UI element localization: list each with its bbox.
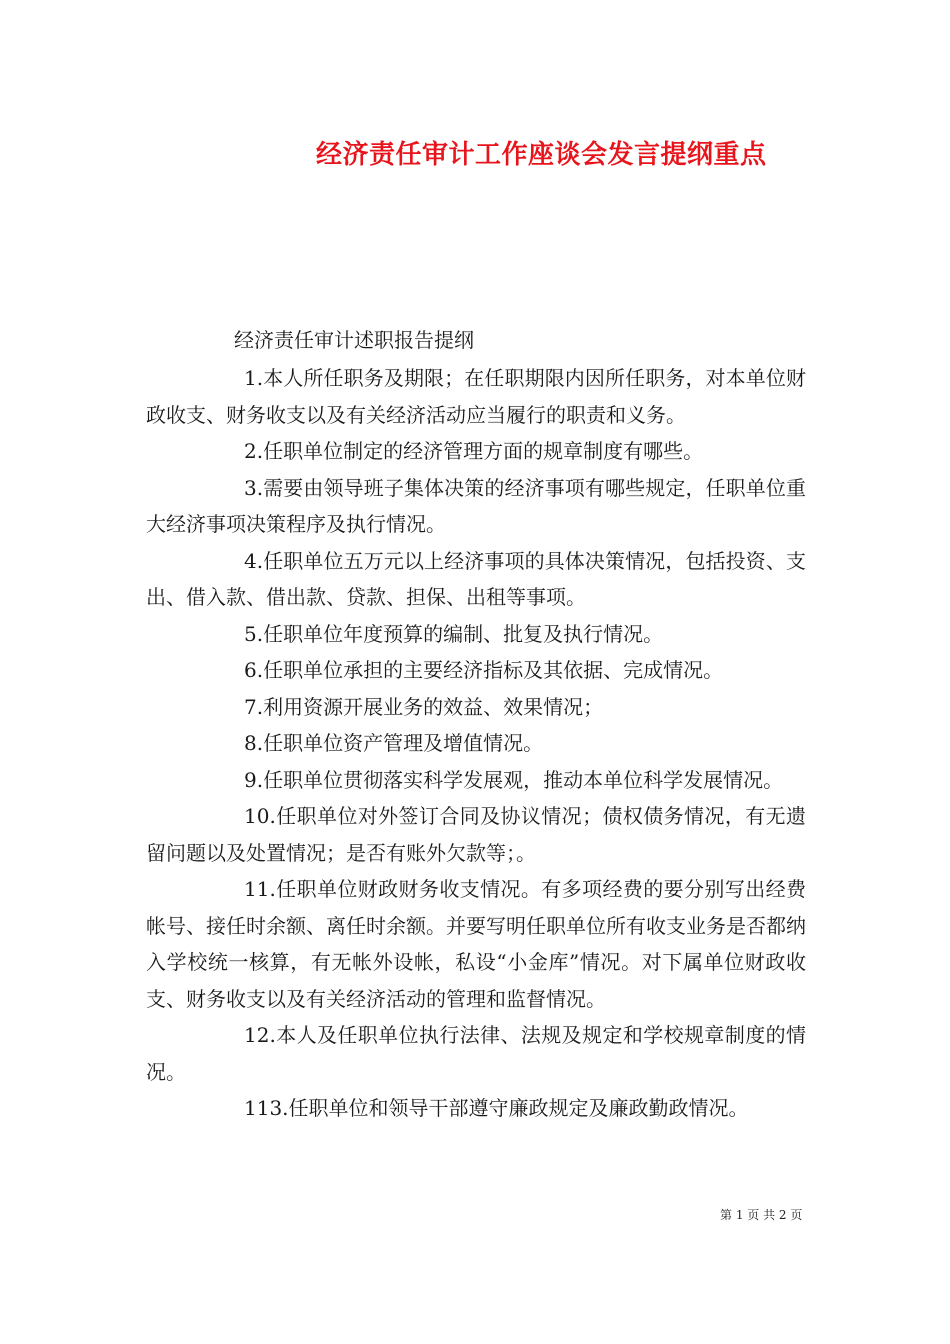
paragraph-3: 3.需要由领导班子集体决策的经济事项有哪些规定，任职单位重大经济事项决策程序及执行情况。 — [146, 475, 806, 536]
paragraph-7: 7.利用资源开展业务的效益、效果情况； — [244, 694, 604, 719]
paragraph-11: 11.任职单位财政财务收支情况。有多项经费的要分别写出经费帐号、接任时余额、离任时余额。并要写明任职单位所有收支业务是否都纳入学校统一核算，有无帐外设帐，私设“小金库”情况。对下属单位财政收支、财务收支以及有关经济活动的管理和监督情况。 — [146, 877, 806, 1011]
document-body — [146, 360, 806, 1127]
paragraph-9: 9.任职单位贯彻落实科学发展观，推动本单位科学发展情况。 — [244, 767, 784, 792]
paragraph-2: 2.任职单位制定的经济管理方面的规章制度有哪些。 — [244, 439, 704, 463]
outline-subtitle: 经济责任审计述职报告提纲 — [234, 328, 474, 352]
paragraph-8: 8.任职单位资产管理及增值情况。 — [244, 731, 544, 755]
paragraph-6: 6.任职单位承担的主要经济指标及其依据、完成情况。 — [244, 658, 724, 682]
paragraph-10: 10.任职单位对外签订合同及协议情况；债权债务情况，有无遗留问题以及处置情况；是否有账外欠款等；。 — [146, 804, 806, 865]
paragraph-1: 1.本人所任职务及期限；在任职期限内因所任职务，对本单位财政收支、财务收支以及有关经济活动应当履行的职责和义务。 — [146, 366, 806, 427]
paragraph-5: 5.任职单位年度预算的编制、批复及执行情况。 — [244, 621, 664, 646]
paragraph-13: 113.任职单位和领导干部遵守廉政规定及廉政勤政情况。 — [244, 1096, 749, 1120]
paragraph-4: 4.任职单位五万元以上经济事项的具体决策情况，包括投资、支出、借入款、借出款、贷款、担保、出租等事项。 — [146, 548, 806, 609]
paragraph-12: 12.本人及任职单位执行法律、法规及规定和学校规章制度的情况。 — [146, 1023, 806, 1084]
document-title: 经济责任审计工作座谈会发言提纲重点 — [316, 140, 767, 170]
page-number-footer: 第 1 页 共 2 页 — [720, 1208, 803, 1222]
